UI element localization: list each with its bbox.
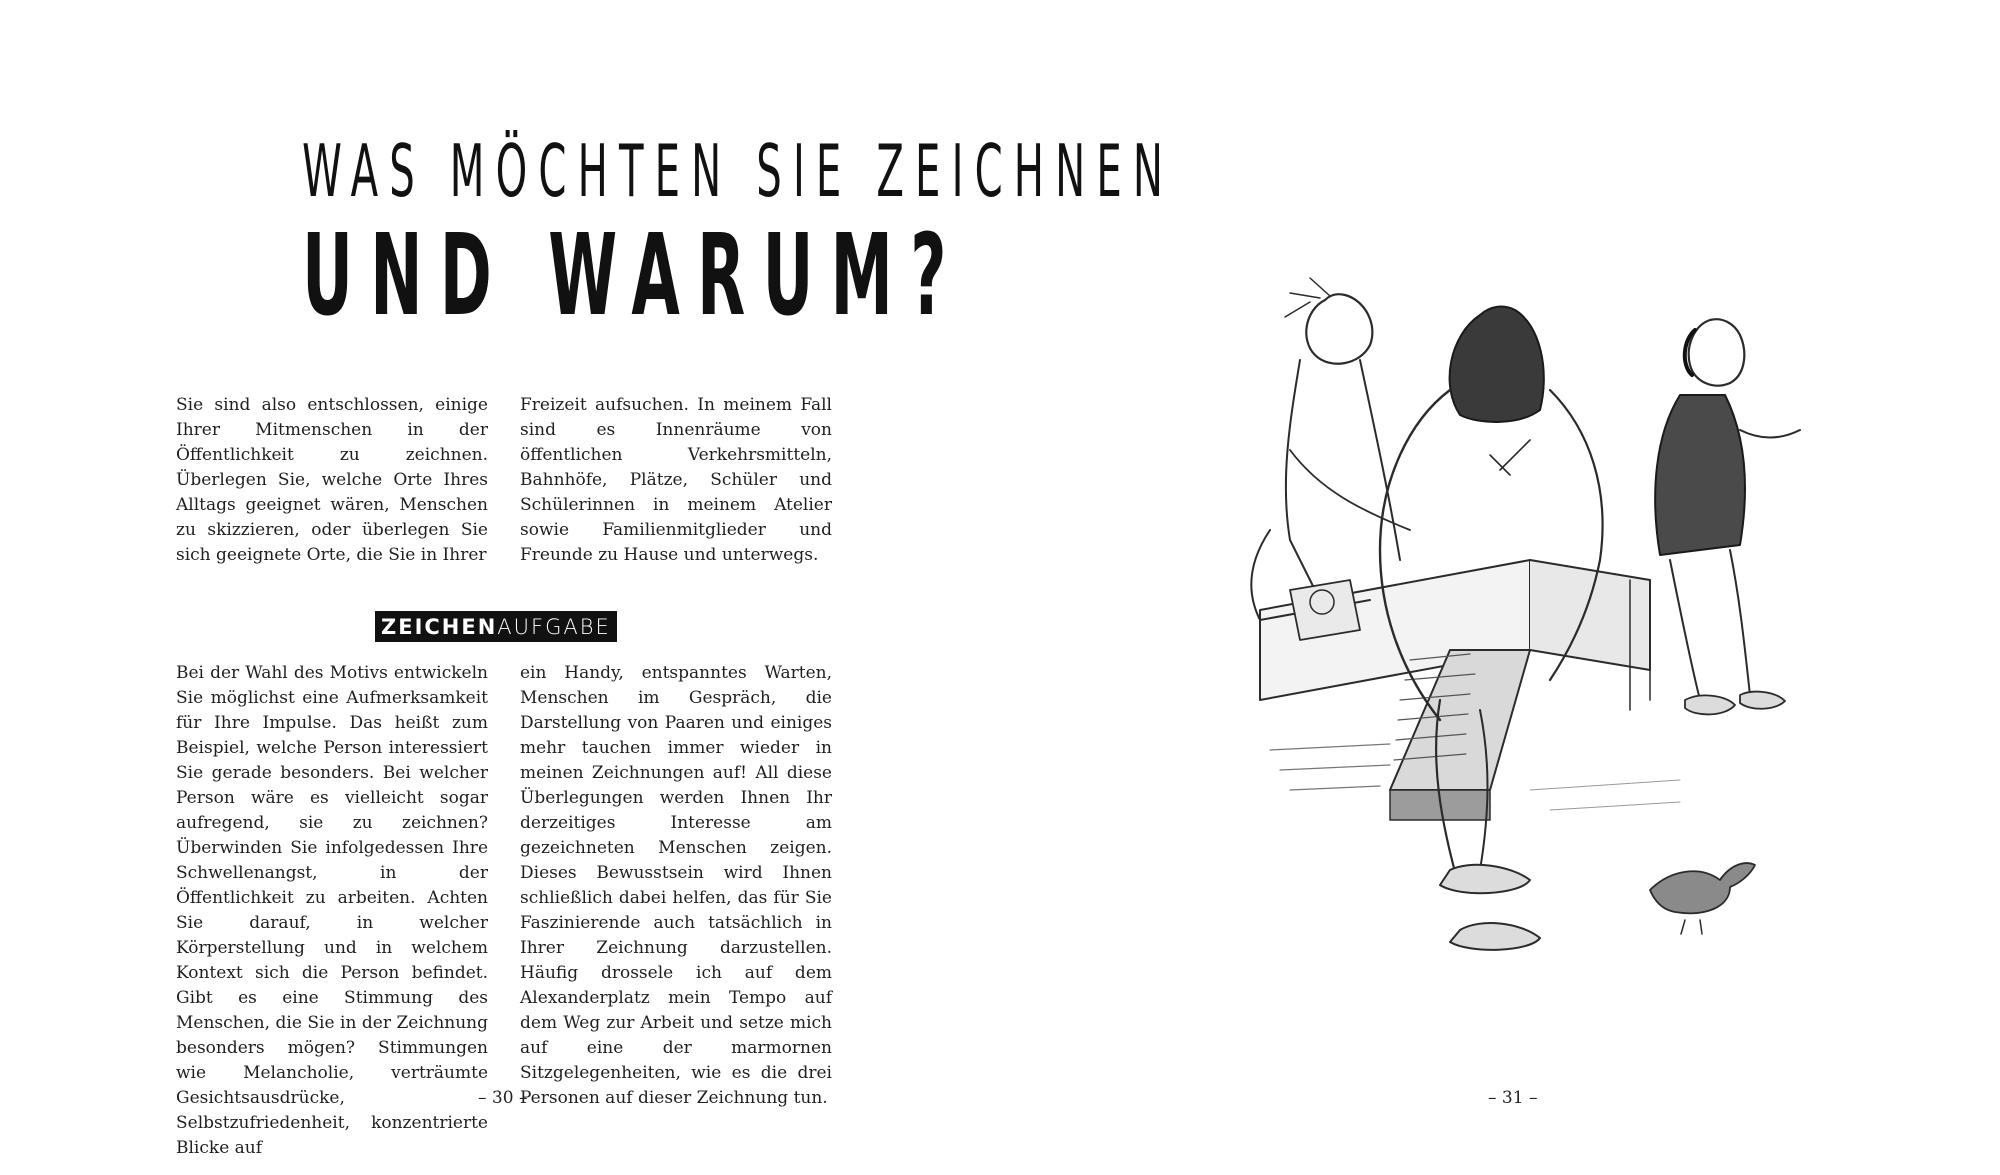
- people-sketch-illustration: [1230, 230, 1830, 980]
- title-line-1: WAS MÖCHTEN SIE ZEICHNEN: [302, 129, 1175, 213]
- zeichenaufgabe-badge: [375, 611, 617, 642]
- page-number-left: – 30 –: [478, 1088, 528, 1108]
- intro-column-1: Sie sind also entschlossen, einige Ihrer Mitmenschen in der Öffentlichkeit zu zeichnen. Überlegen Sie, welche Orte Ihres Alltags geeignet wären, Menschen zu skizzieren, oder überlegen Sie sich geeignete Orte, die Sie in Ihrer: [176, 395, 488, 565]
- badge-strong-text: ZEICHEN: [381, 614, 498, 639]
- task-column-1: Bei der Wahl des Motivs entwickeln Sie möglichst eine Aufmerksamkeit für Ihre Impulse. Das heißt zum Beispiel, welche Person interessiert Sie gerade besonders. Bei welcher Person wäre es vielleicht sogar aufregend, sie zu zeichnen? Überwinden Sie infolgedessen Ihre Schwellenangst, in der Öffentlichkeit zu arbeiten. Achten Sie darauf, in welcher Körperstellung und in welchem Kontext sich die Person befindet. Gibt es eine Stimmung des Menschen, die Sie in der Zeichnung besonders mögen? Stimmungen wie Melancholie, verträumte Gesichtsausdrücke, Selbstzufriedenheit, konzentrierte Blicke auf: [176, 663, 488, 1158]
- page-title: [176, 129, 1175, 341]
- title-line-2: UND WARUM?: [302, 211, 964, 341]
- page-number-right: – 31 –: [1488, 1088, 1538, 1108]
- task-column-2: ein Handy, entspanntes Warten, Menschen im Gespräch, die Darstellung von Paaren und einiges mehr tauchen immer wieder in meinen Zeichnungen auf! All diese Überlegungen werden Ihnen Ihr derzeitiges Interesse am gezeichneten Menschen zeigen. Dieses Bewusstsein wird Ihnen schließlich dabei helfen, das für Sie Faszinierende auch tatsächlich in Ihrer Zeichnung darzustellen. Häufig drossele ich auf dem Alexanderplatz mein Tempo auf dem Weg zur Arbeit und setze mich auf eine der marmornen Sitzgelegenheiten, wie es die drei Personen auf dieser Zeichnung tun.: [520, 663, 832, 1108]
- badge-light-text: AUFGABE: [497, 614, 611, 639]
- right-page: [1000, 0, 2000, 1175]
- intro-column-2: Freizeit aufsuchen. In meinem Fall sind es Innenräume von öffentlichen Verkehrsmitteln, Bahnhöfe, Plätze, Schüler und Schülerinnen in meinem Atelier sowie Familienmitglieder und Freunde zu Hause und unterwegs.: [520, 395, 832, 565]
